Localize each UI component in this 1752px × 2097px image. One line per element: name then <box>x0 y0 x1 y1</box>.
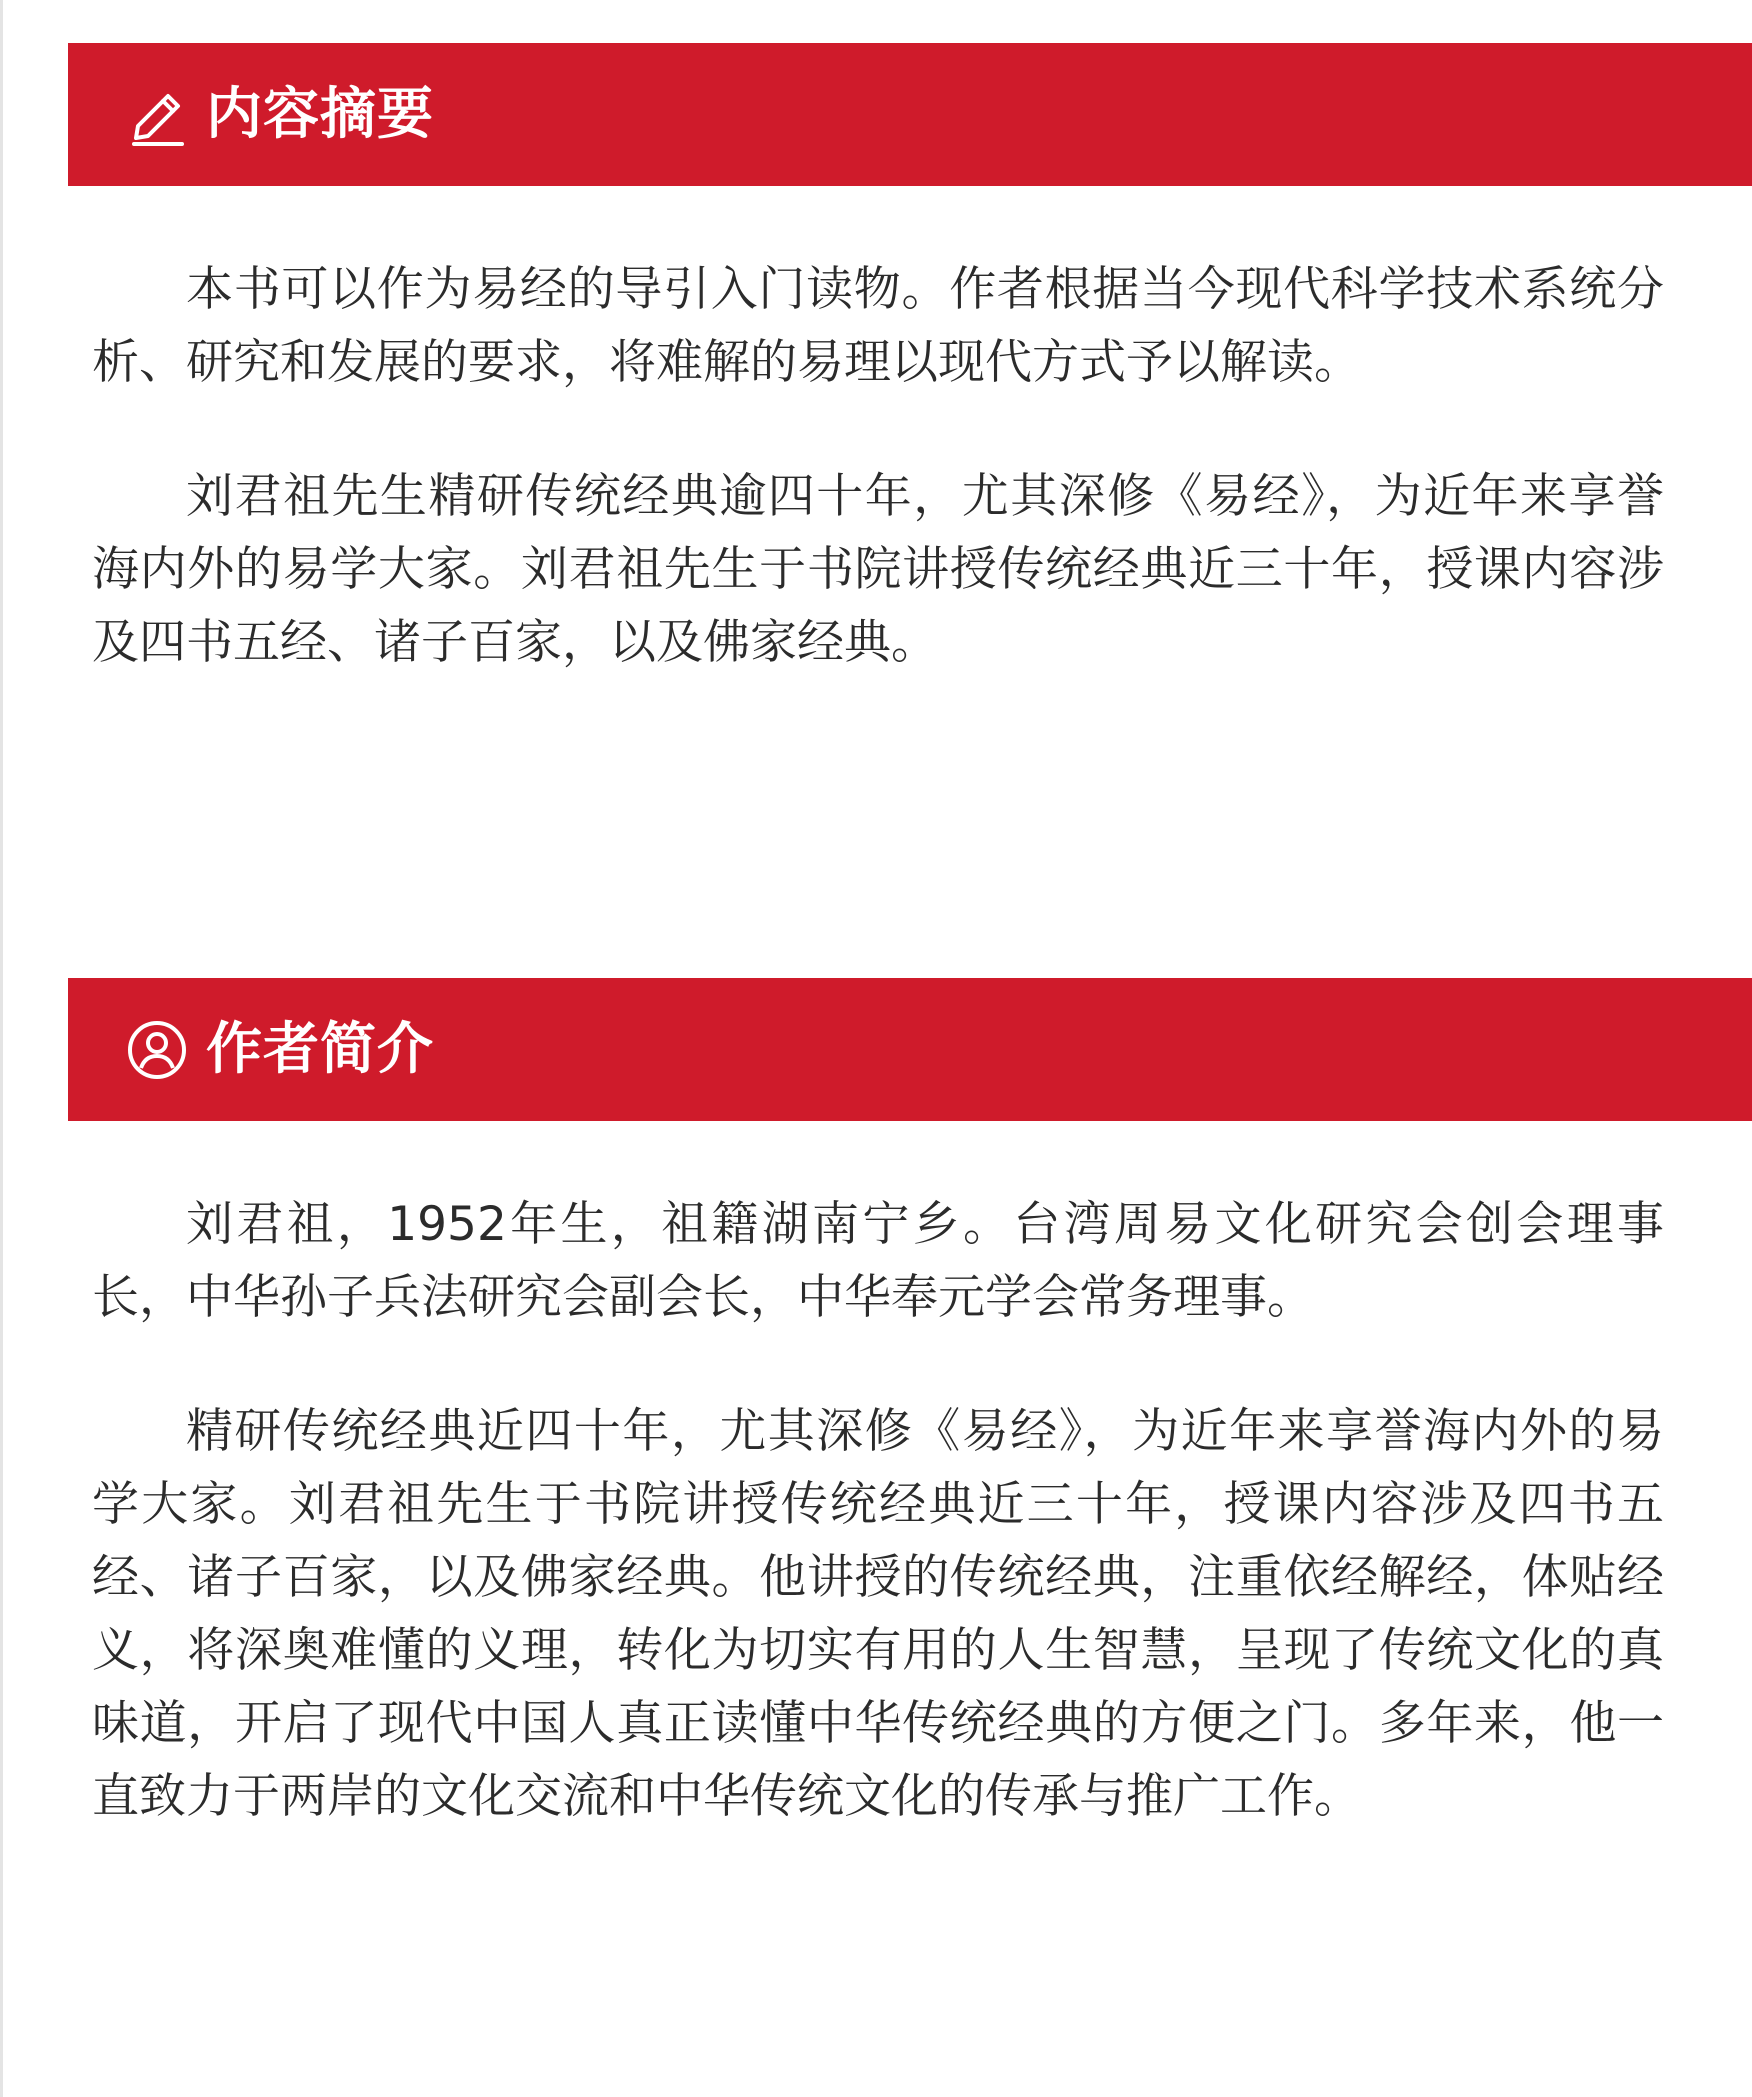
author-section-title: 作者简介 <box>206 1016 434 1082</box>
pencil-icon <box>124 82 190 148</box>
author-paragraph: 刘君祖，1952年生，祖籍湖南宁乡。台湾周易文化研究会创会理事长，中华孙子兵法研究会副会长，中华奉元学会常务理事。 <box>92 1197 1664 1325</box>
page-left-border <box>0 0 3 2097</box>
summary-paragraph: 本书可以作为易经的导引入门读物。作者根据当今现代科学技术系统分析、研究和发展的要求，将难解的易理以现代方式予以解读。 <box>92 262 1664 390</box>
author-section-body <box>92 1188 1664 1894</box>
summary-paragraph: 刘君祖先生精研传统经典逾四十年，尤其深修《易经》，为近年来享誉海内外的易学大家。刘君祖先生于书院讲授传统经典近三十年，授课内容涉及四书五经、诸子百家，以及佛家经典。 <box>92 469 1664 670</box>
user-circle-icon <box>124 1017 190 1083</box>
author-paragraph: 精研传统经典近四十年，尤其深修《易经》，为近年来享誉海内外的易学大家。刘君祖先生于书院讲授传统经典近三十年，授课内容涉及四书五经、诸子百家，以及佛家经典。他讲授的传统经典，注重依经解经，体贴经义，将深奥难懂的义理，转化为切实有用的人生智慧，呈现了传统文化的真味道，开启了现代中国人真正读懂中华传统经典的方便之门。多年来，他一直致力于两岸的文化交流和中华传统文化的传承与推广工作。 <box>92 1404 1664 1824</box>
summary-section-body <box>92 253 1664 740</box>
author-section-header <box>68 978 1752 1121</box>
summary-section-title: 内容摘要 <box>206 81 434 147</box>
summary-section-header <box>68 43 1752 186</box>
